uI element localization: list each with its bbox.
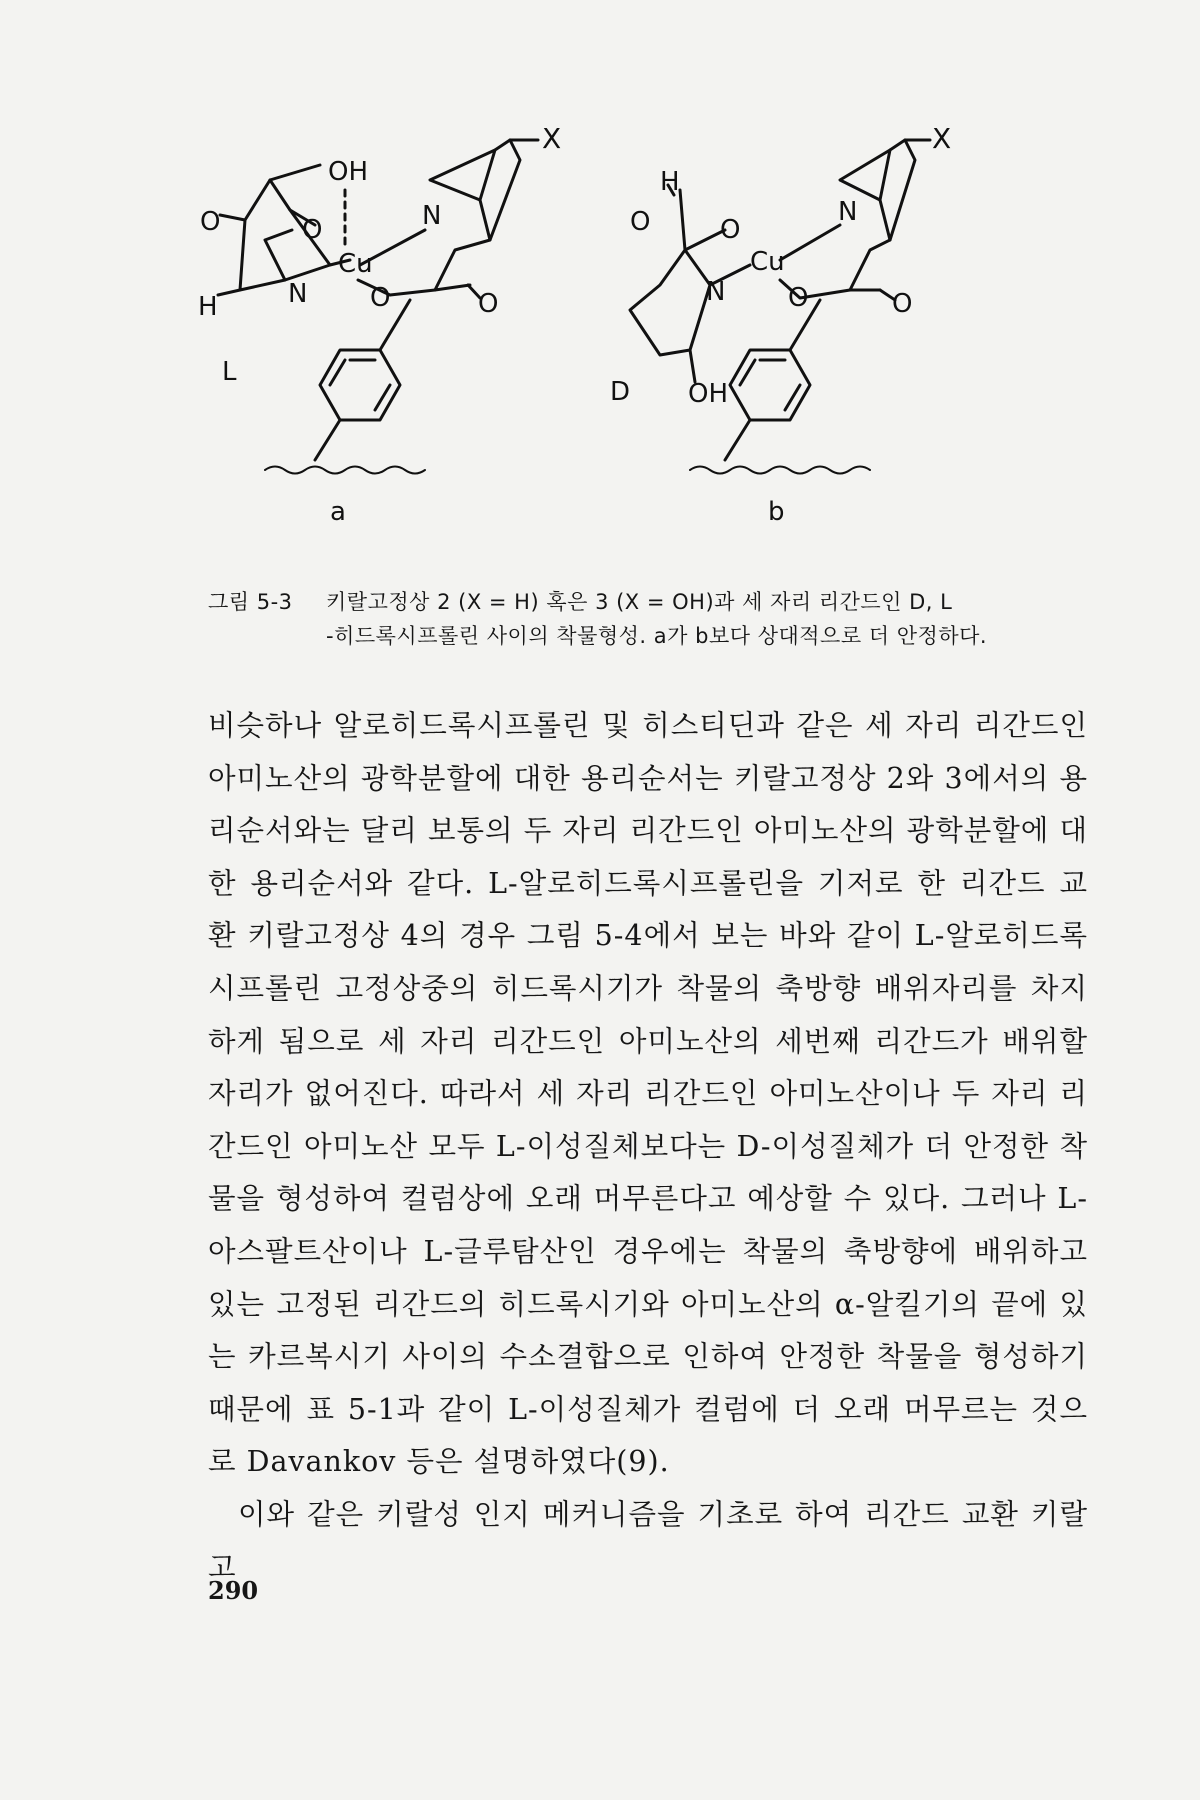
structure-a-o-carbonyl-right: O xyxy=(478,289,499,319)
paragraph-2: 이와 같은 키랄성 인지 메커니즘을 기초로 하여 리간드 교환 키랄고 xyxy=(208,1497,1088,1584)
structure-a-o-bridge: O xyxy=(370,283,391,313)
structure-b-n-piperidine: N xyxy=(838,197,858,227)
structure-b-cu-label: Cu xyxy=(750,247,785,277)
structure-b-o-ring: O xyxy=(720,215,741,245)
structure-a-config-label: L xyxy=(222,357,237,387)
figure-caption xyxy=(208,585,1088,653)
body-text xyxy=(208,700,1088,1594)
structure-b-panel-label: b xyxy=(768,497,785,527)
page-number: 290 xyxy=(208,1576,259,1605)
structure-b-o-carbonyl-left: O xyxy=(630,207,651,237)
structure-a-oh-label: OH xyxy=(328,157,369,187)
structure-a-h-label: H xyxy=(198,292,218,322)
structure-a-x-label: X xyxy=(542,122,562,155)
structure-b-h-label: H xyxy=(660,167,680,197)
figure-5-3 xyxy=(190,120,1090,580)
structure-a-panel-label: a xyxy=(330,497,346,527)
caption-line-1 xyxy=(208,585,1088,619)
structure-a-n-pyrrolidine: N xyxy=(288,279,308,309)
caption-text-1: 키랄고정상 2 (X = H) 혹은 3 (X = OH)과 세 자리 리간드인 D, L xyxy=(326,590,953,614)
structure-a-cu-label: Cu xyxy=(338,249,373,279)
structure-a-o-ring: O xyxy=(302,215,323,245)
structure-b-oh-label: OH xyxy=(688,379,729,409)
structure-b-x-label: X xyxy=(932,122,952,155)
chemical-structures xyxy=(190,120,1090,580)
structure-b-n-pyrrolidine: N xyxy=(706,277,726,307)
caption-label: 그림 5-3 xyxy=(208,590,293,614)
paragraph-1: 비슷하나 알로히드록시프롤린 및 히스티딘과 같은 세 자리 리간드인 아미노산의 광학분할에 대한 용리순서는 키랄고정상 2와 3에서의 용리순서와는 달리 보통의 두 자리 리간드인 아미노산의 광학분할에 대한 용리순서와 같다. L-알로히드록시프롤린을 기저로 한 리간드 교환 키랄고정상 4의 경우 그림 5-4에서 보는 바와 같이 L-알로히드록시프롤린 고정상중의 히드록시기가 착물의 축방향 배위자리를 차지하게 됨으로 세 자리 리간드인 아미노산의 세번째 리간드가 배위할 자리가 없어진다. 따라서 세 자리 리간드인 아미노산이나 두 자리 리간드인 아미노산 모두 L-이성질체보다는 D-이성질체가 더 안정한 착물을 형성하여 컬럼상에 오래 머무른다고 예상할 수 있다. 그러나 L-아스팔트산이나 L-글루탐산인 경우에는 착물의 축방향에 배위하고 있는 고정된 리간드의 히드록시기와 아미노산의 α-알킬기의 끝에 있는 카르복시기 사이의 수소결합으로 인하여 안정한 착물을 형성하기 때문에 표 5-1과 같이 L-이성질체가 컬럼에 더 오래 머무르는 것으로 Davankov 등은 설명하였다(9). xyxy=(208,709,1088,1479)
caption-line-2: -히드록시프롤린 사이의 착물형성. a가 b보다 상대적으로 더 안정하다. xyxy=(326,624,988,648)
structure-a-n-piperidine: N xyxy=(422,201,442,231)
structure-b-o-carbonyl-right: O xyxy=(892,289,913,319)
structure-b-o-bridge: O xyxy=(788,283,809,313)
structure-b-config-label: D xyxy=(610,377,631,407)
structure-a-o-carbonyl-left: O xyxy=(200,207,221,237)
